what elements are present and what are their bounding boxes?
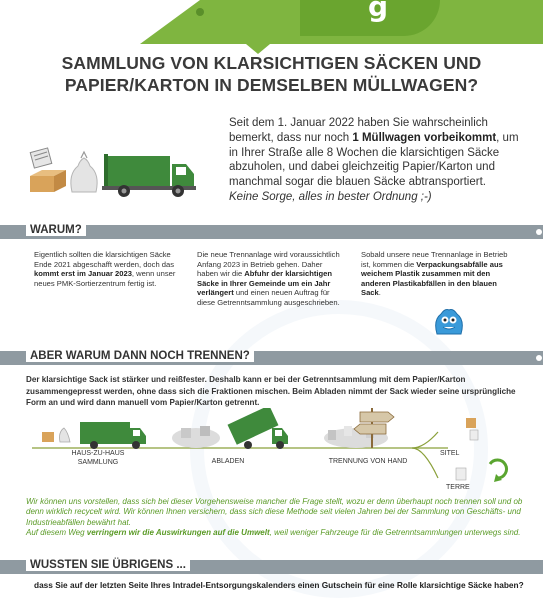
col-text: Eigentlich sollten die klarsichtigen Säcke Ende 2021 abgeschafft werden, doch das bbox=[34, 250, 175, 269]
intro-sentence-part: Seit dem 1. Januar 2022 haben Sie wahrscheinlich bemerkt, dass nur noch bbox=[229, 117, 488, 144]
col-text: , wenn unser neues PMK-Sortierzentrum fertig ist. bbox=[34, 269, 176, 288]
intro-reassurance: Keine Sorge, alles in bester Ordnung ;-) bbox=[229, 190, 432, 203]
brand-fragment: g bbox=[368, 0, 389, 23]
intro-text bbox=[229, 116, 529, 205]
collection-truck-icon bbox=[42, 422, 146, 449]
italic-sentence: Wir können uns vorstellen, dass sich bei dieser Vorgehensweise mancher die Frage stellt, wozu er denn überhaupt noch trennen soll und ob denn wirklich recycelt wird. Wir können Ihnen versichern, dass sich diese Methode seit vielen Jahren bei der Sammlung von Geschäfts- und Industrieabfällen bewährt hat. bbox=[26, 497, 523, 527]
section-title-wussten: WUSSTEN SIE ÜBRIGENS ... bbox=[26, 559, 190, 571]
hand-sorting-icon bbox=[324, 408, 394, 448]
trennen-italic-note bbox=[26, 497, 531, 539]
garbage-truck-icon bbox=[102, 154, 196, 197]
intro-illustration bbox=[28, 140, 218, 200]
clear-bag-icon bbox=[71, 152, 97, 192]
col-highlight: kommt erst im Januar 2023 bbox=[34, 269, 132, 279]
section-bar-dot bbox=[536, 229, 542, 235]
col-highlight: Verpackungsabfälle aus weichem Plastik zusammen mit den anderen Plastikabfällen in den blauen Sack bbox=[361, 259, 503, 298]
col-text: und einen neuen Auftrag für diese Getrenntsammlung ausgeschrieben. bbox=[197, 288, 340, 307]
sitel-icon bbox=[466, 418, 478, 440]
step-label-line: SAMMLUNG bbox=[77, 458, 119, 466]
warum-column-1 bbox=[34, 250, 182, 288]
header-dot bbox=[196, 8, 204, 16]
unloading-truck-icon bbox=[172, 408, 288, 449]
italic-sentence: , weil weniger Fahrzeuge für die Getrenntsammlungen unterwegs sind. bbox=[269, 528, 521, 538]
page-title: SAMMLUNG VON KLARSICHTIGEN SÄCKEN UND PAPIER/KARTON IN DEMSELBEN MÜLLWAGEN? bbox=[61, 53, 482, 95]
wussten-text bbox=[34, 580, 529, 591]
intro-highlight: 1 Müllwagen vorbeikommt bbox=[352, 131, 497, 144]
step-label-unloading: ABLADEN bbox=[211, 458, 245, 465]
wussten-question: dass Sie auf der letzten Seite Ihres Intradel-Entsorgungskalenders einen Gutschein für eine Rolle klarsichtige Säcke haben? bbox=[34, 580, 524, 590]
cardboard-box-icon bbox=[30, 170, 66, 192]
warum-column-2 bbox=[197, 250, 343, 308]
italic-highlight: verringern wir die Auswirkungen auf die Umwelt bbox=[86, 528, 270, 538]
destination-arrows bbox=[412, 432, 438, 478]
step-label-hand-sorting: TRENNUNG VON HAND bbox=[328, 458, 408, 465]
col-text: . bbox=[378, 288, 381, 298]
trennen-explanation: Der klarsichtige Sack ist stärker und reißfester. Deshalb kann er bei der Getrenntsammlung mit dem Papier/Karton zusammengepresst werden, ohne dass sich die Fraktionen mischen. Beim Abladen nimmt der Sack wieder seine ursprüngliche Form an und wird dann manuell vom Papier/Karton getrennt. bbox=[26, 375, 516, 407]
section-bar-dot bbox=[536, 355, 542, 361]
section-title-trennen: ABER WARUM DANN NOCH TRENNEN? bbox=[26, 350, 254, 362]
col-text: Die neue Trennanlage wird voraussichtlich Anfang 2023 in Betrieb gehen. Daher haben wir die bbox=[197, 250, 340, 279]
col-text: Sobald unsere neue Trennanlage in Betrieb ist, kommen die bbox=[361, 250, 508, 269]
destination-label-sitel: SITEL bbox=[440, 450, 460, 457]
newspaper-icon bbox=[30, 148, 52, 168]
italic-sentence: Auf diesem Weg bbox=[26, 528, 87, 538]
warum-column-3 bbox=[361, 250, 511, 298]
intro-sentence-part: , um in Ihrer Straße alle 8 Wochen die klarsichtigen Säcke abzuholen, und dabei gleichzeitig Papier/Karton und manchmal sogar die blauen Säcke abtransportiert. bbox=[229, 131, 519, 189]
step-label-line: HAUS-ZU-HAUS bbox=[71, 450, 125, 457]
section-title-warum: WARUM? bbox=[26, 224, 86, 236]
recycle-icon bbox=[490, 460, 506, 482]
destination-label-terre: TERRE bbox=[446, 484, 470, 491]
terre-bag-icon bbox=[456, 468, 466, 480]
step-label-collection bbox=[58, 450, 138, 467]
col-highlight: Abfuhr der klarsichtigen Säcke in Ihrer Gemeinde um ein Jahr verlängert bbox=[197, 269, 333, 298]
blue-bag-mascot-icon bbox=[433, 306, 465, 336]
